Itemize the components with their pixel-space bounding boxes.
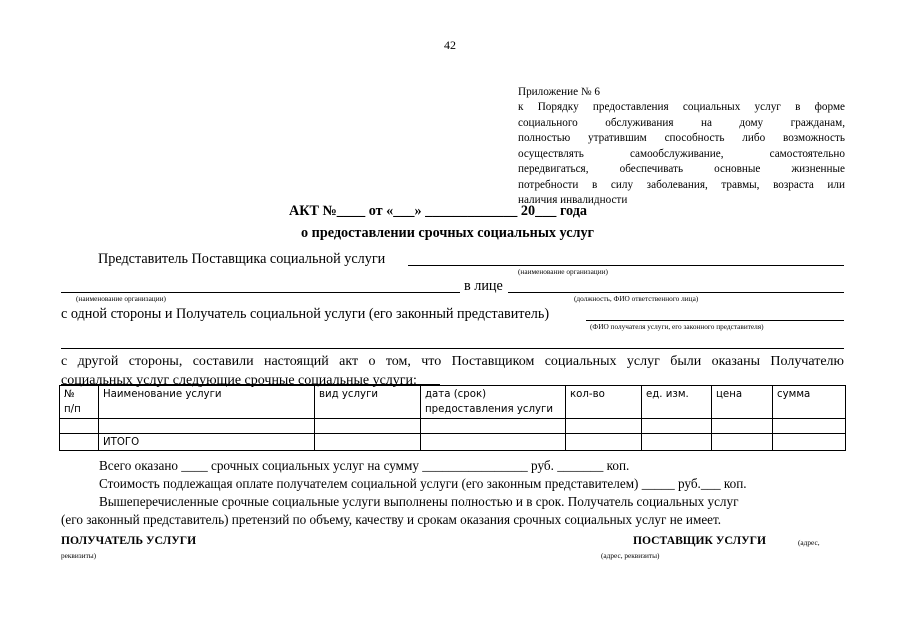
table-header-row [60,386,846,419]
act-statement: с другой стороны, составили настоящий акт о том, что Поставщиком социальных услуг были оказаны Получателю [61,354,844,369]
services-table [59,385,846,451]
recipient-label: с одной стороны и Получатель социальной услуги (его законный представитель) [61,306,550,322]
header-cell: дата (срок) предоставления услуги [421,386,566,419]
org-underline [61,292,460,293]
appendix-title: Приложение № 6 [518,86,600,98]
act-title: АКТ №____ от «___» _____________ 20___ года [289,203,587,219]
in-person-label: в лице [464,278,503,294]
provider-label: Представитель Поставщика социальной услуги [98,251,386,267]
payable-amount-line: Стоимость подлежащая оплате получателем социальной услуги (его законным представителем) _____ руб.___ коп. [99,476,747,491]
provider-underline [408,265,844,266]
act-statement-cont: социальных услуг следующие срочные социальные услуги: [61,373,417,388]
header-cell: ед. изм. [642,386,712,419]
appendix-line: наличия инвалидности [518,194,628,206]
header-cell: сумма [773,386,846,419]
table-row [60,419,846,434]
recipient-caption: (ФИО получателя услуги, его законного представителя) [590,322,764,331]
header-cell: вид услуги [315,386,421,419]
org-caption: (наименование организации) [76,294,166,303]
appendix-line: социального обслуживания на дому гражданам, [518,116,845,129]
no-claims-statement: (его законный представитель) претензий по объему, качеству и срокам оказания срочных социальных услуг не имеет. [61,512,722,527]
person-caption: (должность, ФИО ответственного лица) [574,294,699,303]
appendix-line: полностью утратившим способность либо возможность [518,132,845,144]
appendix-line: передвигаться, обеспечивать основные жизненные [518,163,845,175]
person-underline [508,292,844,293]
total-label: ИТОГО [99,434,315,451]
provider-signature-label: ПОСТАВЩИК УСЛУГИ [633,534,766,547]
recipient-signature-caption: реквизиты) [61,551,97,560]
provider-signature-caption: (адрес, реквизиты) [601,551,660,560]
total-services-line: Всего оказано ____ срочных социальных услуг на сумму ________________ руб. _______ коп. [99,458,630,473]
header-cell: цена [712,386,773,419]
page-number: 42 [444,38,456,52]
recipient-signature-label: ПОЛУЧАТЕЛЬ УСЛУГИ [61,534,197,547]
appendix-line: потребности в силу заболевания, травмы, возраста или [518,178,845,191]
provider-address-caption: (адрес, [798,538,820,547]
header-cell: кол-во [566,386,642,419]
act-subtitle: о предоставлении срочных социальных услуг [301,225,594,241]
recipient-underline [586,320,844,321]
recipient-underline-full [61,348,844,349]
completion-statement: Вышеперечисленные срочные социальные услуги выполнены полностью и в срок. Получатель социальных услуг [99,494,739,509]
table-total-row [60,434,846,451]
header-cell: Наименование услуги [99,386,315,419]
appendix-line: к Порядку предоставления социальных услуг в форме [518,101,845,113]
appendix-line: осуществлять самообслуживание, самостоятельно [518,147,845,160]
header-cell: № п/п [60,386,99,419]
provider-caption: (наименование организации) [518,267,608,276]
